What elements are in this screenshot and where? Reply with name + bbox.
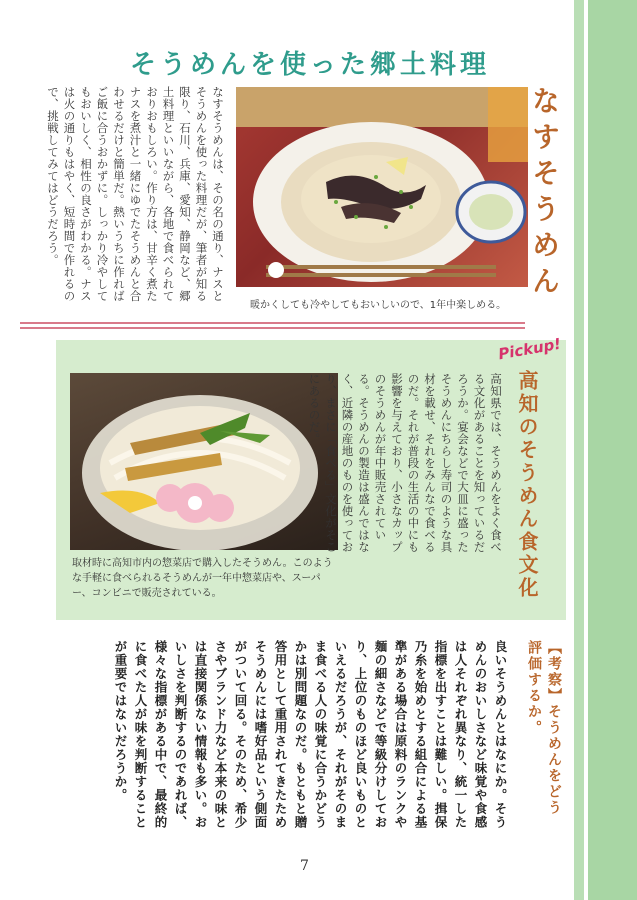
kochi-photo-caption: 取材時に高知市内の惣菜店で購入したそうめん。このような手軽に食べられるそうめんが一年中惣菜店や、スーパー、コンビニで販売されている。 <box>72 558 333 599</box>
kochi-somen-photo <box>70 373 338 550</box>
section-divider-top <box>20 322 525 324</box>
kochi-heading: 高知のそうめん食文化 <box>515 370 539 600</box>
nasu-heading: なすそうめん <box>528 86 561 302</box>
decorative-stripe-thin <box>574 0 584 900</box>
nasu-body-text: なすそうめんは、その名の通り、ナスとそうめんを使った料理だが、筆者が知る限り、石川、兵庫、愛知、静岡など、郷土料理といいながら、各地で食べられておりおもしろい。作り方は、甘辛く煮たナスを煮汁と一緒にゆでたそうめんと合わせるだけと簡単だ。熱いうちに作ればご飯に合うおかずに。しっかり冷やしてもおいしく、相性の良さがわかる。ナスは火の通りもはやく、短時間で作れるので、挑戦してみてはどうだろう。 <box>46 86 225 302</box>
page-number: 7 <box>300 858 309 874</box>
kochi-body-text: 高知県では、そうめんをよく食べる文化があることを知っているだろうか。宴会などで大皿に盛ったそうめんにちらし寿司のような具材を載せ、それをみんなで食べるのだ。それが普段の生活の中にも影響を与えており、小さなカップのそうめんが年中販売されている。そうめんの製造は盛んではなく、近隣の産地のものを使っており、まさに「食べる」文化がそこにあるのだ。 <box>307 373 503 553</box>
page-title: そうめんを使った郷土料理 <box>129 50 490 80</box>
decorative-stripe-wide <box>588 0 637 900</box>
kochi-somen-illustration <box>70 373 338 550</box>
section-divider-bottom <box>20 327 525 329</box>
kosatsu-body-text: 良いそうめんとはなにか。そうめんのおいしさなど味覚や食感は人それぞれ異なり、統一した指標を出すことは難しい。揖保乃糸を始めとする組合による基準がある場合は原料のランクや麺の細さなどで等級分けしており、上位のものほど良いものといえるだろうが、それがそのまま食べる人の味覚に合うかどうかは別問題なのだ。もともと贈答用として重用されてきたためそうめんには嗜好品という側面がついて回る。そのため、希少さやブランド力など本来の味とは直接関係ない情報も多い。おいしさを判断するのであれば、様々な指標がある中で、最終的に食べた人が味を判断することが重要ではないだろうか。 <box>113 640 508 829</box>
nasu-photo-caption: 暖かくしても冷やしてもおいしいので、1年中楽しめる。 <box>250 300 507 311</box>
nasu-somen-illustration <box>236 87 528 287</box>
kosatsu-heading: 【考察】そうめんをどう評価するか。 <box>526 640 562 816</box>
nasu-somen-photo <box>236 87 528 287</box>
pickup-label: Pickup! <box>496 334 563 364</box>
